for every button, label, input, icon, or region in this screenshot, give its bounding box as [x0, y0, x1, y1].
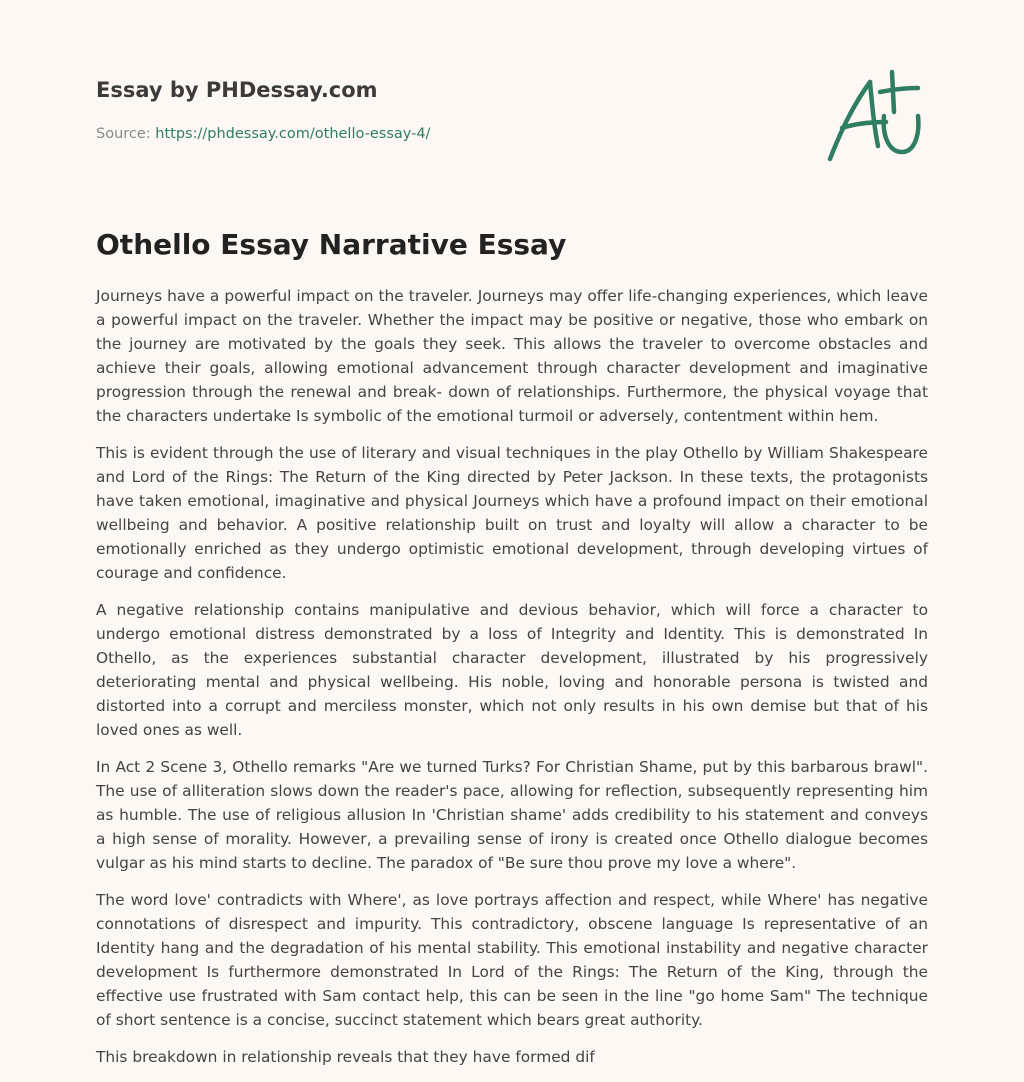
source-label: Source:	[96, 126, 156, 142]
source-line	[96, 124, 796, 144]
essay-paragraph: This is evident through the use of literary and visual techniques in the play Othello by William Shakespeare and Lord of the Rings: The Return of the King directed by Peter Jackson. In these texts, the protagonists have taken emotional, imaginative and physical Journeys which have a profound impact on their emotional wellbeing and behavior. A positive relationship built on trust and loyalty will allow a character to be emotionally enriched as they undergo optimistic emotional development, through developing virtues of courage and confidence.	[96, 444, 928, 582]
essay-title: Othello Essay Narrative Essay	[96, 228, 567, 261]
a-plus-logo-icon	[820, 66, 930, 166]
header	[96, 76, 796, 144]
brand-title: Essay by PHDessay.com	[96, 78, 378, 102]
essay-paragraph: Journeys have a powerful impact on the traveler. Journeys may offer life-changing experiences, which leave a powerful impact on the traveler. Whether the impact may be positive or negative, those who embark on the journey are motivated by the goals they seek. This allows the traveler to overcome obstacles and achieve their goals, allowing emotional advancement through character development and imaginative progression through the renewal and break- down of relationships. Furthermore, the physical voyage that the characters undertake Is symbolic of the emotional turmoil or adversely, contentment within hem.	[96, 287, 928, 425]
source-link[interactable]: https://phdessay.com/othello-essay-4/	[155, 126, 431, 142]
essay-paragraph: The word love' contradicts with Where', as love portrays affection and respect, while Where' has negative connotations of disrespect and impurity. This contradictory, obscene language Is representative of an Identity hang and the degradation of his mental stability. This emotional instability and negative character development Is furthermore demonstrated In Lord of the Rings: The Return of the King, through the effective use frustrated with Sam contact help, this can be seen in the line "go home Sam" The technique of short sentence is a concise, succinct statement which bears great authority.	[96, 891, 928, 1029]
essay-paragraph: This breakdown in relationship reveals that they have formed dif	[96, 1048, 595, 1066]
essay-body	[96, 284, 928, 1082]
essay-paragraph: A negative relationship contains manipulative and devious behavior, which will force a character to undergo emotional distress demonstrated by a loss of Integrity and Identity. This is demonstrated In Othello, as the experiences substantial character development, illustrated by his progressively deteriorating mental and physical wellbeing. His noble, loving and honorable persona is twisted and distorted into a corrupt and merciless monster, which not only results in his own demise but that of his loved ones as well.	[96, 601, 928, 739]
essay-paragraph: In Act 2 Scene 3, Othello remarks "Are we turned Turks? For Christian Shame, put by this barbarous brawl". The use of alliteration slows down the reader's pace, allowing for reflection, subsequently representing him as humble. The use of religious allusion In 'Christian shame' adds credibility to his statement and conveys a high sense of morality. However, a prevailing sense of irony is created once Othello dialogue becomes vulgar as his mind starts to decline. The paradox of "Be sure thou prove my love a where".	[96, 758, 928, 872]
